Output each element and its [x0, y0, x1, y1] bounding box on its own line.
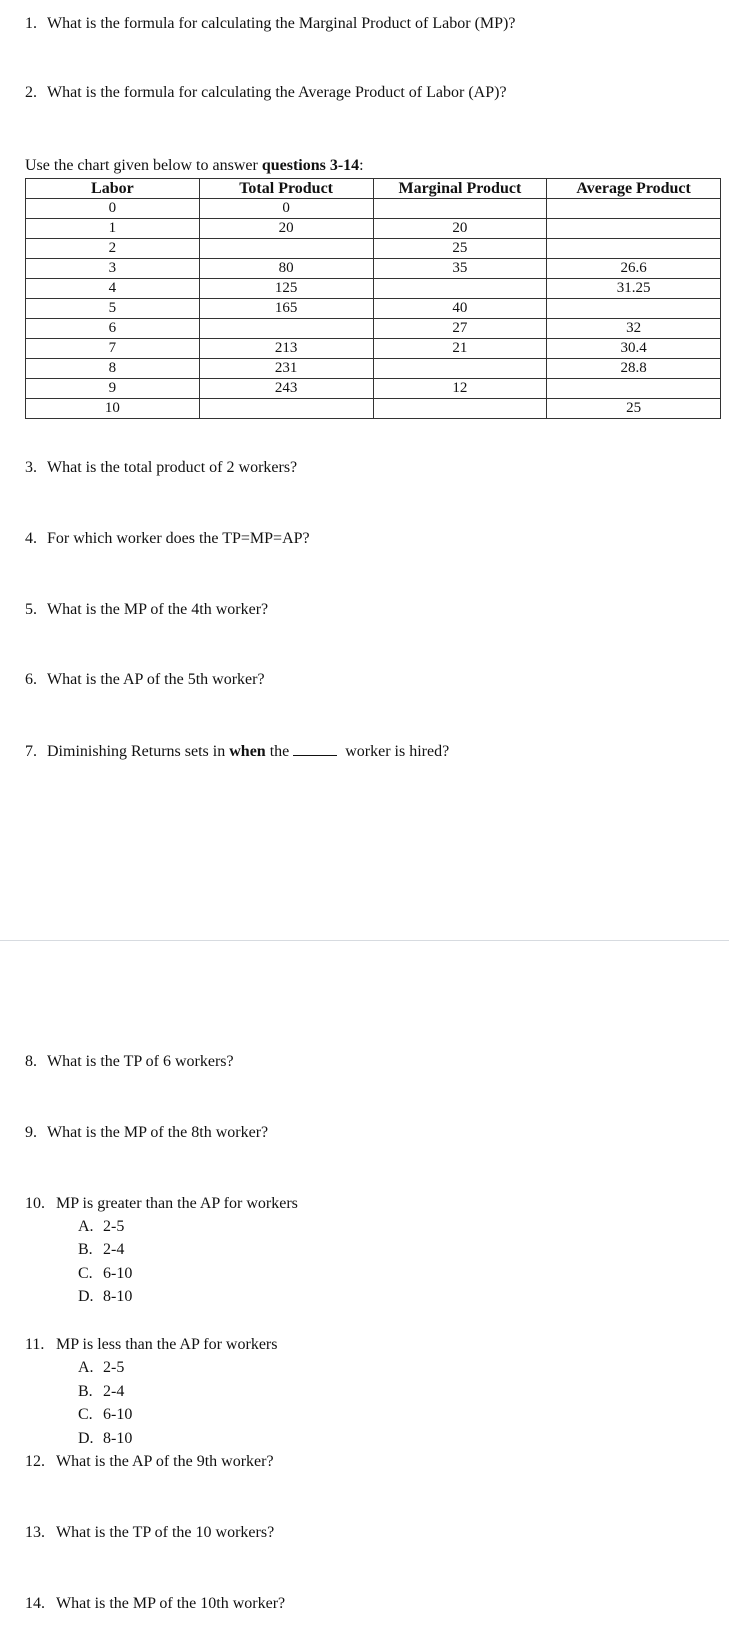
- question-number: 14.: [25, 1595, 45, 1612]
- production-table: [25, 178, 721, 419]
- cell-ap: [547, 299, 721, 319]
- q11-option-d[interactable]: [78, 1429, 132, 1449]
- cell-mp: 40: [373, 299, 547, 319]
- table-row: [26, 399, 721, 419]
- question-text: What is the formula for calculating the Average Product of Labor (AP)?: [47, 84, 507, 101]
- header-total-product: Total Product: [199, 179, 373, 199]
- cell-labor: 10: [26, 399, 200, 419]
- q11-option-c[interactable]: [78, 1405, 132, 1425]
- question-8: [25, 1052, 234, 1072]
- question-number: 3.: [25, 459, 37, 476]
- question-4: [25, 529, 310, 549]
- table-row: [26, 359, 721, 379]
- question-5: [25, 600, 268, 620]
- option-letter: B.: [78, 1241, 93, 1258]
- intro-suffix: :: [359, 157, 364, 174]
- intro-prefix: Use the chart given below to answer: [25, 157, 262, 174]
- option-letter: D.: [78, 1288, 94, 1305]
- question-9: [25, 1123, 268, 1143]
- cell-labor: 7: [26, 339, 200, 359]
- cell-ap: 32: [547, 319, 721, 339]
- question-12: [25, 1452, 274, 1472]
- cell-ap: [547, 219, 721, 239]
- question-6: [25, 670, 265, 690]
- table-header-row: [26, 179, 721, 199]
- header-marginal-product: Marginal Product: [373, 179, 547, 199]
- cell-mp: 21: [373, 339, 547, 359]
- intro-bold: questions 3-14: [261, 157, 360, 174]
- cell-labor: 3: [26, 259, 200, 279]
- cell-ap: 30.4: [547, 339, 721, 359]
- question-number: 4.: [25, 530, 37, 547]
- cell-tp: 125: [199, 279, 373, 299]
- cell-ap: 28.8: [547, 359, 721, 379]
- cell-tp: [199, 319, 373, 339]
- question-number: 5.: [25, 601, 37, 618]
- cell-ap: [547, 199, 721, 219]
- cell-mp: [373, 359, 547, 379]
- q10-option-a[interactable]: [78, 1217, 124, 1237]
- table-row: [26, 219, 721, 239]
- chart-intro: [25, 156, 364, 176]
- cell-tp: 80: [199, 259, 373, 279]
- question-number: 12.: [25, 1453, 45, 1470]
- question-text: What is the TP of 6 workers?: [47, 1053, 234, 1070]
- option-text: 2-5: [103, 1218, 125, 1235]
- q11-option-b[interactable]: [78, 1382, 124, 1402]
- question-text: What is the formula for calculating the Marginal Product of Labor (MP)?: [47, 15, 516, 32]
- table-row: [26, 199, 721, 219]
- option-letter: A.: [78, 1218, 94, 1235]
- question-14: [25, 1594, 285, 1614]
- question-text: MP is greater than the AP for workers: [56, 1195, 298, 1212]
- question-text: What is the TP of the 10 workers?: [56, 1524, 275, 1541]
- table-row: [26, 319, 721, 339]
- cell-mp: 12: [373, 379, 547, 399]
- question-11: [25, 1335, 277, 1355]
- option-letter: D.: [78, 1430, 94, 1447]
- option-text: 6-10: [103, 1406, 133, 1423]
- cell-tp: 20: [199, 219, 373, 239]
- question-text-before: Diminishing Returns sets in: [47, 743, 230, 760]
- question-text-after-bold: the: [265, 743, 290, 760]
- option-letter: A.: [78, 1359, 94, 1376]
- q11-option-a[interactable]: [78, 1358, 124, 1378]
- cell-labor: 4: [26, 279, 200, 299]
- page-break-divider: [0, 940, 729, 941]
- table-row: [26, 259, 721, 279]
- cell-tp: 231: [199, 359, 373, 379]
- cell-labor: 1: [26, 219, 200, 239]
- cell-mp: [373, 199, 547, 219]
- question-text: What is the total product of 2 workers?: [47, 459, 298, 476]
- question-number: 10.: [25, 1195, 45, 1212]
- question-number: 1.: [25, 15, 37, 32]
- cell-tp: [199, 239, 373, 259]
- cell-tp: 243: [199, 379, 373, 399]
- question-text-bold: when: [229, 743, 266, 760]
- cell-labor: 6: [26, 319, 200, 339]
- question-number: 13.: [25, 1524, 45, 1541]
- question-text: What is the MP of the 8th worker?: [47, 1124, 269, 1141]
- option-text: 6-10: [103, 1265, 133, 1282]
- question-13: [25, 1523, 274, 1543]
- option-text: 2-5: [103, 1359, 125, 1376]
- question-text: MP is less than the AP for workers: [56, 1336, 278, 1353]
- question-number: 9.: [25, 1124, 37, 1141]
- cell-tp: 213: [199, 339, 373, 359]
- question-text: What is the AP of the 5th worker?: [47, 671, 265, 688]
- question-number: 2.: [25, 84, 37, 101]
- q10-option-c[interactable]: [78, 1264, 132, 1284]
- cell-ap: [547, 379, 721, 399]
- option-letter: C.: [78, 1265, 93, 1282]
- cell-labor: 8: [26, 359, 200, 379]
- cell-labor: 9: [26, 379, 200, 399]
- header-average-product: Average Product: [547, 179, 721, 199]
- header-labor: Labor: [26, 179, 200, 199]
- question-text-after-blank: worker is hired?: [341, 743, 450, 760]
- question-text: What is the AP of the 9th worker?: [56, 1453, 274, 1470]
- cell-tp: [199, 399, 373, 419]
- cell-ap: 26.6: [547, 259, 721, 279]
- question-number: 7.: [25, 743, 37, 760]
- option-text: 8-10: [103, 1288, 133, 1305]
- question-text: What is the MP of the 10th worker?: [56, 1595, 286, 1612]
- question-number: 8.: [25, 1053, 37, 1070]
- q10-option-b[interactable]: [78, 1240, 124, 1260]
- question-number: 6.: [25, 671, 37, 688]
- cell-mp: 27: [373, 319, 547, 339]
- option-text: 8-10: [103, 1430, 133, 1447]
- cell-tp: 165: [199, 299, 373, 319]
- q10-option-d[interactable]: [78, 1287, 132, 1307]
- table-row: [26, 379, 721, 399]
- cell-ap: 31.25: [547, 279, 721, 299]
- question-10: [25, 1194, 298, 1214]
- cell-ap: [547, 239, 721, 259]
- question-text: For which worker does the TP=MP=AP?: [47, 530, 310, 547]
- cell-mp: 25: [373, 239, 547, 259]
- table-row: [26, 279, 721, 299]
- question-2: [25, 83, 507, 103]
- question-1: [25, 14, 515, 34]
- cell-ap: 25: [547, 399, 721, 419]
- table-row: [26, 339, 721, 359]
- answer-blank[interactable]: [293, 741, 337, 756]
- cell-tp: 0: [199, 199, 373, 219]
- cell-labor: 5: [26, 299, 200, 319]
- question-3: [25, 458, 297, 478]
- option-text: 2-4: [103, 1241, 125, 1258]
- table-row: [26, 299, 721, 319]
- cell-labor: 2: [26, 239, 200, 259]
- cell-labor: 0: [26, 199, 200, 219]
- question-number: 11.: [25, 1336, 45, 1353]
- cell-mp: [373, 399, 547, 419]
- cell-mp: [373, 279, 547, 299]
- cell-mp: 35: [373, 259, 547, 279]
- table-row: [26, 239, 721, 259]
- question-7: [25, 741, 449, 762]
- option-text: 2-4: [103, 1383, 125, 1400]
- cell-mp: 20: [373, 219, 547, 239]
- option-letter: B.: [78, 1383, 93, 1400]
- option-letter: C.: [78, 1406, 93, 1423]
- question-text: What is the MP of the 4th worker?: [47, 601, 269, 618]
